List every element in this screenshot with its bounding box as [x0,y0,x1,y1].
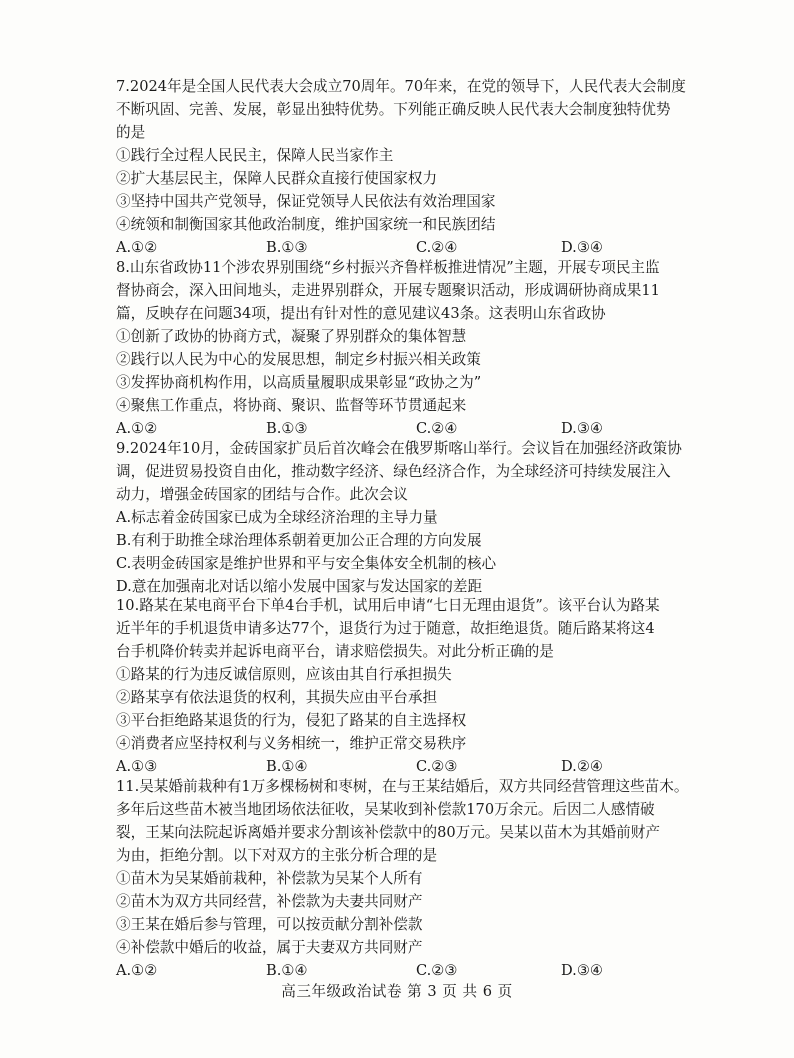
question-option: ③发挥协商机构作用，以高质量履职成果彰显“政协之为” [116,374,482,391]
answer-choices [116,959,696,982]
choice-a: A.①② [116,962,158,979]
question-option: ③平台拒绝路某退货的行为，侵犯了路某的自主选择权 [116,712,467,729]
question-option: ①践行全过程人民民主，保障人民当家作主 [116,147,394,164]
question-stem-line: 11.吴某婚前栽种有1万多棵杨树和枣树，在与王某结婚后，双方共同经营管理这些苗木。 [116,778,689,795]
question-option: ②践行以人民为中心的发展思想，制定乡村振兴相关政策 [116,351,481,368]
question-option: ④消费者应坚持权利与义务相统一，维护正常交易秩序 [116,735,467,752]
choice-d: D.③④ [561,239,603,256]
choice-c: C.②④ [416,420,458,437]
question-stem-line: 9.2024年10月，金砖国家扩员后首次峰会在俄罗斯喀山举行。会议旨在加强经济政策协 [116,440,682,457]
choice-b: B.①③ [266,420,308,437]
question-stem-line: 督协商会，深入田间地头，走进界别群众，开展专题聚识活动，形成调研协商成果11 [116,282,660,299]
question-option: ③王某在婚后参与管理，可以按贡献分割补偿款 [116,916,423,933]
question-stem-line: 8.山东省政协11个涉农界别围绕“乡村振兴齐鲁样板推进情况”主题，开展专项民主监 [116,259,660,276]
question-option: ④补偿款中婚后的收益，属于夫妻双方共同财产 [116,939,423,956]
question-stem-line: 7.2024年是全国人民代表大会成立70周年。70年来，在党的领导下，人民代表大会制度 [116,78,686,95]
question-11 [116,775,696,982]
choice-b: B.①④ [266,758,308,775]
question-option: ③坚持中国共产党领导，保证党领导人民依法有效治理国家 [116,193,496,210]
question-stem-line: 调，促进贸易投资自由化，推动数字经济、绿色经济合作，为全球经济可持续发展注入 [116,463,671,480]
choice-d: D.③④ [561,962,603,979]
question-option: D.意在加强南北对话以缩小发展中国家与发达国家的差距 [116,578,483,595]
choice-d: D.③④ [561,420,603,437]
choice-b: B.①④ [266,962,308,979]
question-stem-line: 多年后这些苗木被当地团场依法征收，吴某收到补偿款170万余元。后因二人感情破 [116,801,655,818]
question-9 [116,437,696,598]
question-option: A.标志着金砖国家已成为全球经济治理的主导力量 [116,509,438,526]
question-option: ①路某的行为违反诚信原则，应该由其自行承担损失 [116,666,452,683]
question-stem-line: 10.路某在某电商平台下单4台手机，试用后申请“七日无理由退货”。该平台认为路某 [116,597,660,614]
choice-c: C.②③ [416,758,458,775]
question-option: ②扩大基层民主，保障人民群众直接行使国家权力 [116,170,438,187]
question-stem-line: 台手机降价转卖并起诉电商平台，请求赔偿损失。对此分析正确的是 [116,643,554,660]
question-option: ②苗木为双方共同经营，补偿款为夫妻共同财产 [116,893,423,910]
question-7 [116,75,696,259]
question-option: ④统领和制衡国家其他政治制度，维护国家统一和民族团结 [116,216,496,233]
question-8 [116,256,696,440]
question-option: ②路某享有依法退货的权利，其损失应由平台承担 [116,689,438,706]
question-stem-line: 的是 [116,124,146,141]
question-stem-line: 篇，反映存在问题34项，提出有针对性的意见建议43条。这表明山东省政协 [116,305,606,322]
question-option: ①苗木为吴某婚前栽种，补偿款为吴某个人所有 [116,870,423,887]
question-option: ④聚焦工作重点，将协商、聚识、监督等环节贯通起来 [116,397,467,414]
question-option: ①创新了政协的协商方式，凝聚了界别群众的集体智慧 [116,328,467,345]
choice-a: A.①② [116,420,158,437]
choice-d: D.②④ [561,758,603,775]
choice-a: A.①③ [116,758,158,775]
question-stem-line: 为由，拒绝分割。以下对双方的主张分析合理的是 [116,847,438,864]
question-10 [116,594,696,778]
page-footer: 高三年级政治试卷 第 3 页 共 6 页 [281,983,513,1000]
question-stem-line: 不断巩固、完善、发展，彰显出独特优势。下列能正确反映人民代表大会制度独特优势 [116,101,671,118]
question-stem-line: 裂，王某向法院起诉离婚并要求分割该补偿款中的80万元。吴某以苗木为其婚前财产 [116,824,660,841]
question-option: B.有利于助推全球治理体系朝着更加公正合理的方向发展 [116,532,482,549]
choice-c: C.②③ [416,962,458,979]
choice-c: C.②④ [416,239,458,256]
question-stem-line: 近半年的手机退货申请多达77个，退货行为过于随意，故拒绝退货。随后路某将这4 [116,620,655,637]
question-option: C.表明金砖国家是维护世界和平与安全集体安全机制的核心 [116,555,497,572]
choice-a: A.①② [116,239,158,256]
choice-b: B.①③ [266,239,308,256]
question-stem-line: 动力，增强金砖国家的团结与合作。此次会议 [116,486,408,503]
